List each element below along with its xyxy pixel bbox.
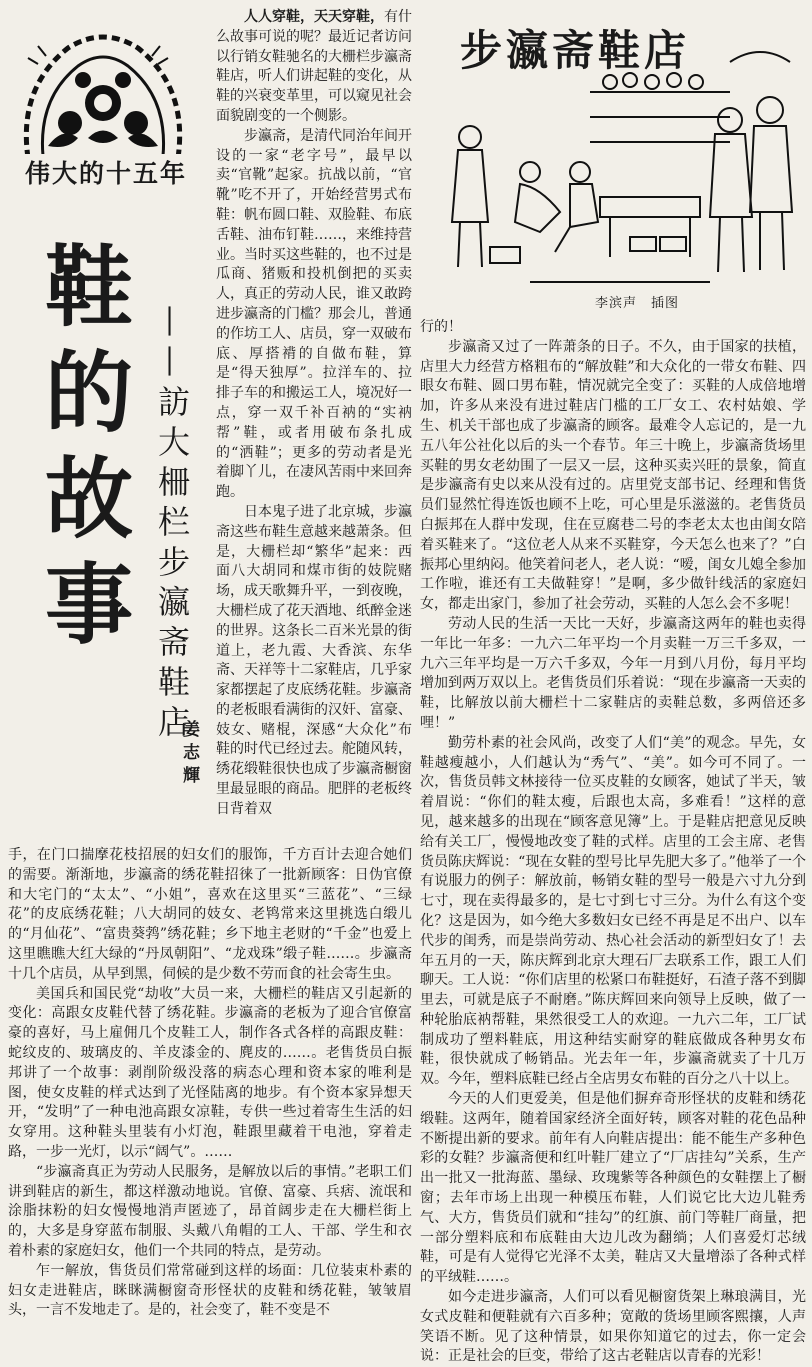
subtitle: ——訪大柵栏步瀛斋鞋店 (153, 305, 191, 745)
paragraph: 美国兵和国民党“劫收”大员一来，大栅栏的鞋店又引起新的变化：高跟女皮鞋代替了绣花鞋。步瀛斋的老板为了迎合官僚富豪的喜好，马上雇佣几个皮鞋工人，制作各式各样的高跟皮鞋：蛇纹皮的、玻璃皮的、羊皮漆金的、麂皮的……。老售货员白振邦讲了一个故事：剥削阶级没落的病态心理和资本家的唯利是图，使女皮鞋的样式达到了光怪陆离的地步。有个资本家异想天开，“发明”了一种电池高跟女凉鞋，专供一些过着寄生生活的妇女穿用。这种鞋头里装有小灯泡，鞋跟里藏着干电池，穿着走路，一步一光灯，以示“阔气”。…… (8, 985, 412, 1160)
shoe-store-illustration (430, 12, 806, 312)
byline: 姜志輝 (179, 720, 199, 789)
paragraph: 行的！ (420, 319, 462, 335)
paragraph: 乍一解放，售货员们常常碰到这样的场面：几位装束朴素的妇女走进鞋店，眯眯满橱窗奇形怪状的皮鞋和绣花鞋，皱皱眉头，一言不发地走了。是的，社会变了，鞋不变是不 (8, 1262, 412, 1319)
flower-wreath-icon (8, 18, 198, 168)
paragraph: 步瀛斋，是清代同治年间开设的一家“老字号”，最早以卖“官靴”起家。抗战以前，“官靴”吃不开了，开始经营男式布鞋：帆布圆口鞋、双脸鞋、布底舌鞋、油布钉鞋……，来维持营业。当时买这些鞋的，也不过是瓜商、猪贩和投机倒把的买卖人，真正的劳动人民，谁又敢跨进步瀛斋的门槛？那会儿，普通的作坊工人、店员，穿一双破布底、厚搭褙的自做布鞋，算是“得天独厚”。拉洋车的、拉排子车的和搬运工人，境况好一点，穿一双千补百衲的“实衲帮”鞋，或者用破布条扎成的“洒鞋”；更多的劳动者是光着脚丫儿，在凄风苦雨中来回奔跑。 (216, 127, 412, 501)
article-column-b (8, 846, 412, 1322)
article-column-a (216, 8, 412, 844)
illustration-title: 步瀛斋鞋店 (460, 26, 691, 75)
paragraph: 手，在门口揣摩花枝招展的妇女们的服饰，千方百计去迎合她们的需要。渐渐地，步瀛斋的绣花鞋招徕了一批新顾客：日伪官僚和大宅门的“太太”、“小姐”，喜欢在这里买“三蓝花”、“三绿花”的皮底绣花鞋；八大胡同的妓女、老鸨常来这里挑选白缎儿的“月仙花”、“富贵葵鹁”绣花鞋；乡下地主老财的“千金”也爱上这里瞧瞧大红大绿的“丹凤朝阳”、“龙戏珠”缎子鞋……。步瀛斋十几个店员，从早到黑，伺候的是少数不劳而食的社会寄生虫。 (8, 847, 412, 982)
illustration-credit: 李滨声 插图 (595, 296, 680, 311)
headline: 鞋的故事 (31, 240, 134, 664)
paragraph: 步瀛斋又过了一阵萧条的日子。不久，由于国家的扶植，店里大力经营方格粗布的“解放鞋”和大众化的一带女布鞋、四眼女布鞋、圆口男布鞋，情况就完全变了：买鞋的人成倍地增加，许多从来没有进过鞋店门槛的工厂女工、农村姑娘、学生、机关干部也成了步瀛斋的顾客。最难令人忘记的，是一九五八年公社化以后的头一个春节。年三十晚上，步瀛斋货场里买鞋的男女老幼围了一层又一层，这种买卖兴旺的景象，简直是步瀛斋有史以来从没有过的。店里党支部书记、经理和售货员们显然忙得连饭也顾不上吃，可心里是乐滋滋的。老售货员白振邦在人群中发现，住在豆腐巷二号的李老太太也由闺女陪着买鞋来了。“这位老人从来不买鞋穿，今天怎么也来了？”白振邦心里纳闷。他笑着问老人，老人说：“嗳，闺女儿媳全参加工作啦，谁还有工夫做鞋穿！”是啊，多少做针线活的家庭妇女，都走出家门，参加了社会劳动，买鞋的人怎么会不多呢！ (420, 338, 806, 613)
paragraph: 今天的人们更爱美，但是他们摒弃奇形怪状的皮鞋和绣花缎鞋。这两年，随着国家经济全面好转，顾客对鞋的花色品种不断提出新的要求。前年有人向鞋店提出：能不能生产多种色彩的女鞋？步瀛斋便和红叶鞋厂建立了“厂店挂勾”关系，生产出一批又一批海蓝、墨绿、玫瑰紫等各种颜色的女鞋摆上了橱窗；去年市场上出现一种模压布鞋，人们说它比大边儿鞋秀气、大方，售货员们就和“挂勾”的红旗、前门等鞋厂商量，把一部分塑料底和布底鞋由大边儿改为翻绱；人们喜爱灯芯绒鞋，可是有人觉得它光泽不太美，鞋店又大量增添了各种式样的平绒鞋……。 (420, 1091, 806, 1286)
paragraph: 如今走进步瀛斋，人们可以看见橱窗货架上琳琅满目，光女式皮鞋和便鞋就有六百多种；宽敞的货场里顾客熙攘，人声笑语不断。见了这种情景，如果你知道它的过去，你一定会说：正是社会的巨变，带给了这古老鞋店以青春的光彩！ (420, 1289, 806, 1365)
store-scene-drawing (430, 22, 806, 292)
paragraph: “步瀛斋真正为劳动人民服务，是解放以后的事情。”老职工们讲到鞋店的新生，都这样激动地说。官僚、富豪、兵痞、流氓和涂脂抹粉的妇女慢慢地消声匿迹了，昂首阔步走在大栅栏街上的，大多是身穿蓝布制服、头戴八角帽的工人、干部、学生和衣着朴素的家庭妇女，他们一个共同的特点，是劳动。 (8, 1163, 412, 1259)
paragraph (216, 8, 412, 127)
anniversary-emblem (8, 18, 198, 188)
article-column-c (420, 318, 806, 1365)
paragraph: 日本鬼子进了北京城，步瀛斋这些布鞋生意越来越萧条。但是，大栅栏却“繁华”起来：西面八大胡同和煤市街的妓院赌场，成天歌舞升平，一到夜晚，大栅栏成了花天酒地、纸醉金迷的世界。这条长二百米光景的街道上，老九霞、大香滨、东华斋、天祥等十二家鞋店，几乎家家都摆起了皮底绣花鞋。步瀛斋的老板眼看满街的汉奸、富豪、妓女、赌棍，深感“大众化”布鞋的时代已经过去。舵随风转，绣花缎鞋很快也成了步瀛斋橱窗里最显眼的商品。肥胖的老板终日背着双 (216, 503, 412, 817)
paragraph-text: 有什么故事可说的呢？最近记者访问以行销女鞋驰名的大栅栏步瀛斋鞋店，听人们讲起鞋的变化，从鞋的兴衰变革里，可以窥见社会面貌剧变的一个侧影。 (216, 9, 412, 124)
lead-text: 人人穿鞋，天天穿鞋， (244, 9, 384, 25)
paragraph: 劳动人民的生活一天比一天好，步瀛斋这两年的鞋也卖得一年比一年多：一九六二年平均一个月卖鞋一万三千多双，一九六三年平均是一万六千多双，今年一月到八月份，每月平均增加到两万双以上。老售货员们乐着说：“现在步瀛斋一天卖的鞋，比解放以前大栅栏十二家鞋店的卖鞋总数，多两倍还多哩！” (420, 615, 806, 731)
emblem-title: 伟大的十五年 (16, 154, 196, 190)
paragraph: 勤劳朴素的社会风尚，改变了人们“美”的观念。早先，女鞋越瘦越小，人们越认为“秀气”、“美”。如今可不同了。一次，售货员韩文林接待一位买皮鞋的女顾客，她试了半天，皱着眉说：“你们的鞋太瘦，后跟也太高，多难看！”这样的意见，越来越多的出现在“顾客意见簿”上。于是鞋店把意见反映给有关工厂，慢慢地改变了鞋的式样。店里的工会主席、老售货员陈庆辉说：“现在女鞋的型号比早先肥大多了。”他举了一个有说服力的例子：解放前，畅销女鞋的型号一般是六寸九分到七寸，现在卖得最多的，是七寸到七寸三分。为什么有这个变化？这是因为，如今绝大多数妇女已经不再是足不出户、以车代步的闺秀，而是崇尚劳动、热心社会活动的新型妇女了！去年五月的一天，陈庆辉到北京大理石厂去联系工作，跟工人们聊天。工人说：“你们店里的松紧口布鞋挺好，石渣子落不到脚里去，可就是底子不耐磨。”陈庆辉回来向领导上反映，做了一种轮胎底衲帮鞋，果然很受工人的欢迎。一九六二年，工厂试制成功了塑料鞋底，用这种结实耐穿的鞋底做成各种男女布鞋，很快就成了畅销品。光去年一年，步瀛斋就卖了十几万双。今年，塑料底鞋已经占全店男女布鞋的百分之八十以上。 (420, 734, 806, 1088)
